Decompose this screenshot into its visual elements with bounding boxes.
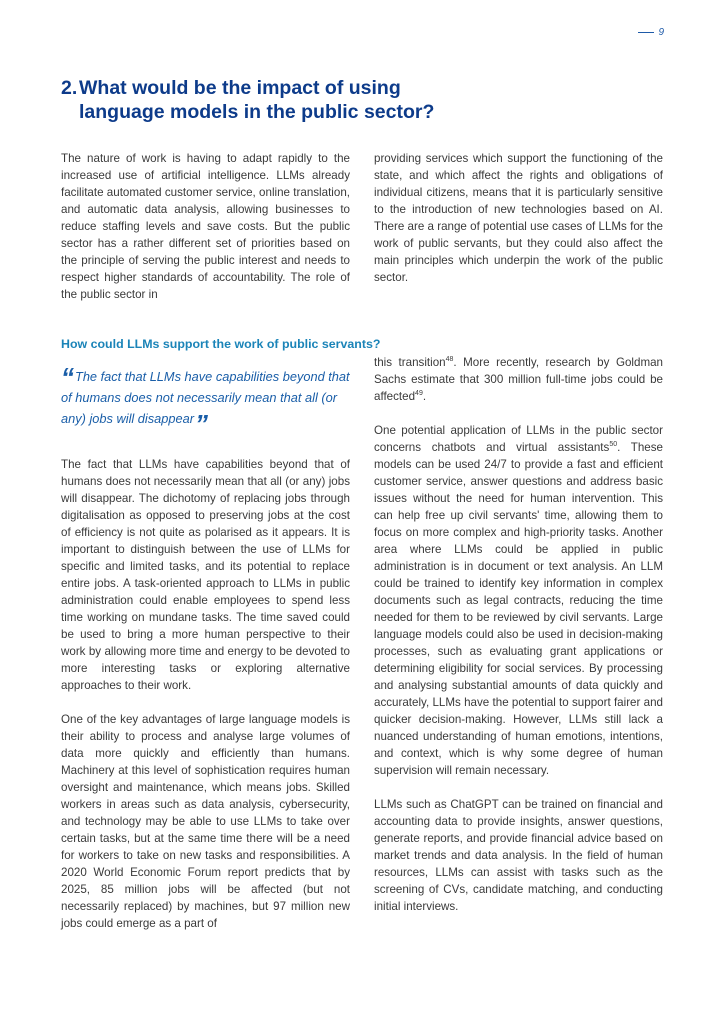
body-right-paragraph-1 — [374, 354, 663, 405]
pull-quote — [61, 362, 350, 439]
footnote-ref: 48 — [445, 356, 454, 364]
body-right-column — [374, 354, 663, 915]
text-run: . More recently, research by Goldman Sachs estimate that 300 million full-time jobs could be affected — [374, 356, 663, 403]
page-number: 9 — [658, 27, 664, 38]
body-left-paragraph-2: One of the key advantages of large language models is their ability to process and analyse large volumes of data more quickly and efficiently than humans. Machinery at this level of sophistication requires human oversight and maintenance, which means jobs. Skilled workers in areas such as data analysis, cybersecurity, and technology may be able to use LLMs to take over certain tasks, but at the same time there will be a need for workers to take on new tasks and responsibilities. A 2020 World Economic Forum report predicts that by 2025, 85 million jobs will be affected (but not necessarily replaced) by machines, but 97 million new jobs could emerge as a part of — [61, 713, 350, 930]
footnote-ref: 50 — [609, 441, 618, 449]
pull-quote-text: The fact that LLMs have capabilities beyond that of humans does not necessarily mean that all (or any) jobs will disappear — [61, 369, 350, 426]
body-right-paragraph-2 — [374, 422, 663, 779]
body-right-paragraph-3: LLMs such as ChatGPT can be trained on financial and accounting data to provide insights, answer questions, generate reports, and provide financial advice based on market trends and data analysis. In the field of human resources, LLMs can assist with tasks such as the screening of CVs, candidate matching, and conducting initial interviews. — [374, 798, 663, 913]
text-run: . These models can be used 24/7 to provide a fast and efficient customer service, answer questions and address basic issues without the need for human intervention. This can help free up civil servants' time, allowing them to focus on more complex and high-priority tasks. Another area where LLMs could be applied in public administration is in document or text analysis. An LLM could be trained to identify key information in complex documents such as legal contracts, reducing the time needed for them to be reviewed by civil servants. Large language models could also be used in decision-making processes, such as evaluating grant applications or determining eligibility for social services. By processing and analysing substantial amounts of data quickly and accurately, LLMs have the potential to support fairer and quicker decision-making. However, LLMs still lack a nuanced understanding of human emotions, intentions, and context, which is why some degree of human supervision will remain necessary. — [374, 441, 663, 777]
text-run: One potential application of LLMs in the public sector concerns chatbots and virtual assistants — [374, 424, 663, 454]
text-run: . — [422, 390, 427, 403]
section-title-line2: language models in the public sector? — [79, 101, 435, 123]
footnote-ref: 49 — [415, 390, 423, 398]
intro-right-paragraph: providing services which support the functioning of the state, and which affect the rights and obligations of individual citizens, means that it is particularly sensitive to the introduction of new technologies based on AI. There are a range of potential use cases of LLMs for the work of public servants, but they could also affect the main principles which underpin the work of the public sector. — [374, 152, 663, 284]
intro-left-paragraph: The nature of work is having to adapt rapidly to the increased use of artificial intelligence. LLMs already facilitate automated customer service, online translation, and automatic data analysis, allowing businesses to reduce staffing levels and save costs. But the public sector has a rather different set of priorities based on the principle of serving the public interest and needs to respect higher standards of accountability. The role of the public sector in — [61, 152, 350, 301]
subheading: How could LLMs support the work of public servants? — [61, 337, 381, 351]
body-left-column — [61, 456, 350, 932]
close-quote-icon: ” — [195, 409, 209, 439]
page-number-rule — [638, 32, 654, 34]
open-quote-icon: “ — [61, 362, 74, 392]
page-number-block — [638, 27, 664, 38]
intro-right-column — [374, 150, 663, 286]
section-title — [61, 76, 481, 124]
text-run: this transition — [374, 356, 446, 369]
section-title-line1: What would be the impact of using — [79, 77, 401, 99]
body-left-paragraph-1: The fact that LLMs have capabilities beyond that of humans does not necessarily mean that all (or any) jobs will disappear. The dichotomy of replacing jobs through digitalisation as opposed to preserving jobs at the cost of efficiency is not quite as polarised as it appears. It is important to distinguish between the use of LLMs for specific and limited tasks, and its potential to replace entire jobs. A task-oriented approach to LLMs in public administration could enable employees to spend less time working on mundane tasks. The time saved could be used to bring a more human perspective to their work by allowing more time and energy to be devoted to more interesting tasks or exploring alternative approaches to their work. — [61, 458, 350, 692]
section-number: 2. — [61, 77, 78, 99]
intro-left-column — [61, 150, 350, 303]
